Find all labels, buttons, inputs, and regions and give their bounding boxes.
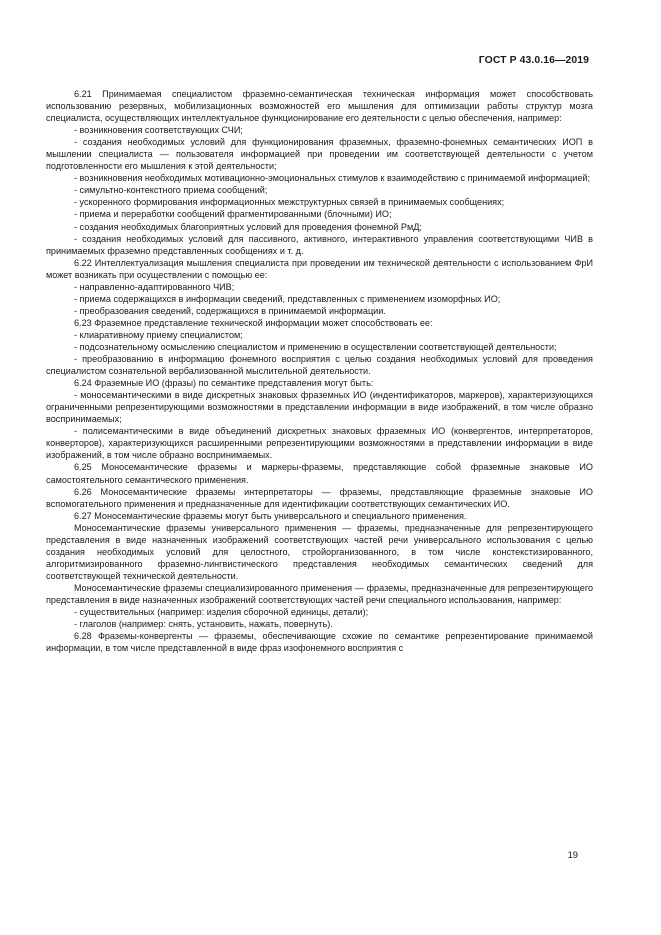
list-item: - преобразованию в информацию фонемного восприятия с целью создания необходимых условий для проведения специалистом сознательной вербализованной мыслительной деятельности. [46, 354, 593, 377]
list-item: - возникновения соответствующих СЧИ; [74, 125, 243, 136]
list-item: - существительных (например: изделия сборочной единицы, детали); [74, 607, 369, 618]
paragraph: Моносемантические фраземы специализированного применения — фраземы, предназначенные для репрезентирующего представления в виде назначенных изображений соответствующих частей речи специального использования, например: [46, 582, 593, 605]
list-item: - глаголов (например: снять, установить, нажать, повернуть). [74, 619, 333, 630]
paragraph: 6.25 Моносемантические фраземы и маркеры-фраземы, представляющие собой фраземные знаковые ИО самостоятельного семантического применения. [46, 462, 593, 485]
paragraph: 6.24 Фраземные ИО (фразы) по семантике представления могут быть: [74, 378, 374, 389]
paragraph: 6.21 Принимаемая специалистом фраземно-семантическая техническая информация может способствовать использованию резервных, мобилизационных возможностей его мышления для оптимизации работы структур мозга специалиста, осуществляющих интеллектуальное функционирование его деятельности с целью обеспечения, например: [46, 89, 593, 124]
list-item: - ускоренного формирования информационных межструктурных связей в принимаемых сообщениях; [74, 197, 505, 208]
document-header: ГОСТ Р 43.0.16—2019 [478, 55, 589, 66]
list-item: - преобразования сведений, содержащихся в принимаемой информации. [74, 305, 386, 316]
list-item: - создания необходимых благоприятных условий для проведения фонемной РмД; [74, 221, 422, 232]
list-item: - симультно-контекстного приема сообщений; [74, 185, 268, 196]
list-item: - направленно-адаптированного ЧИВ; [74, 281, 235, 292]
list-item: - возникновения необходимых мотивационно-эмоциональных стимулов к взаимодействию с принимаемой информацией; [74, 173, 591, 184]
list-item: - полисемантическими в виде объединений дискретных знаковых фраземных ИО (конвергентов, интерпретаторов, конверторов), характеризующихся расширенными репрезентирующими возможностями в представлении информации в виде изображений, в том числе образно воспринимаемых. [46, 426, 593, 461]
list-item: - подсознательному осмыслению специалистом и применению в осуществлении соответствующей деятельности; [74, 341, 557, 352]
document-body [46, 88, 593, 654]
paragraph: Моносемантические фраземы универсального применения — фраземы, предназначенные для репрезентирующего представления в виде назначенных изображений соответствующих частей речи универсального использования с целью создания необходимых условий для целостного, стройорганизованного, в том числе констекстизированного, алгоритмизированного фраземно-лингвистического представления необходимых семантических сведений для соответствующей технической деятельности. [46, 522, 593, 581]
list-item: - приема и переработки сообщений фрагментированными (блочными) ИО; [74, 209, 392, 220]
list-item: - создания необходимых условий для функционирования фраземных, фраземно-фонемных семантических ИОП в мышлении специалиста — пользователя информацией при проведении им соответствующей деятельности с учетом подготовленности его мышления к этой деятельности; [46, 137, 593, 172]
paragraph: 6.22 Интеллектуализация мышления специалиста при проведении им технической деятельности с использованием ФрИ может возникать при осуществлении с помощью ее: [46, 257, 593, 280]
page-number: 19 [567, 849, 578, 860]
list-item: - создания необходимых условий для пассивного, активного, интерактивного управления соответствующими ЧИВ в принимаемых фраземно представленных сообщениях и т. д. [46, 233, 593, 256]
paragraph: 6.26 Моносемантические фраземы интерпретаторы — фраземы, представляющие фраземные знаковые ИО вспомогательного применения и предназначенные для идентификации соответствующих семантических ИО. [46, 486, 593, 509]
list-item: - моносемантическими в виде дискретных знаковых фраземных ИО (индентификаторов, маркеров), характеризующихся ограниченными репрезентирующими возможностями в представлении информации в виде изображений, в том числе образно воспринимаемых; [46, 390, 593, 425]
paragraph: 6.27 Моносемантические фраземы могут быть универсального и специального применения. [74, 510, 467, 521]
paragraph: 6.23 Фраземное представление технической информации может способствовать ее: [74, 317, 433, 328]
list-item: - клиаративному приему специалистом; [74, 329, 243, 340]
list-item: - приема содержащихся в информации сведений, представленных с применением изоморфных ИО; [74, 293, 501, 304]
paragraph: 6.28 Фраземы-конвергенты — фраземы, обеспечивающие схожие по семантике репрезентирование принимаемой информации, в том числе представленной в виде фраз изофонемного восприятия с [46, 631, 593, 654]
